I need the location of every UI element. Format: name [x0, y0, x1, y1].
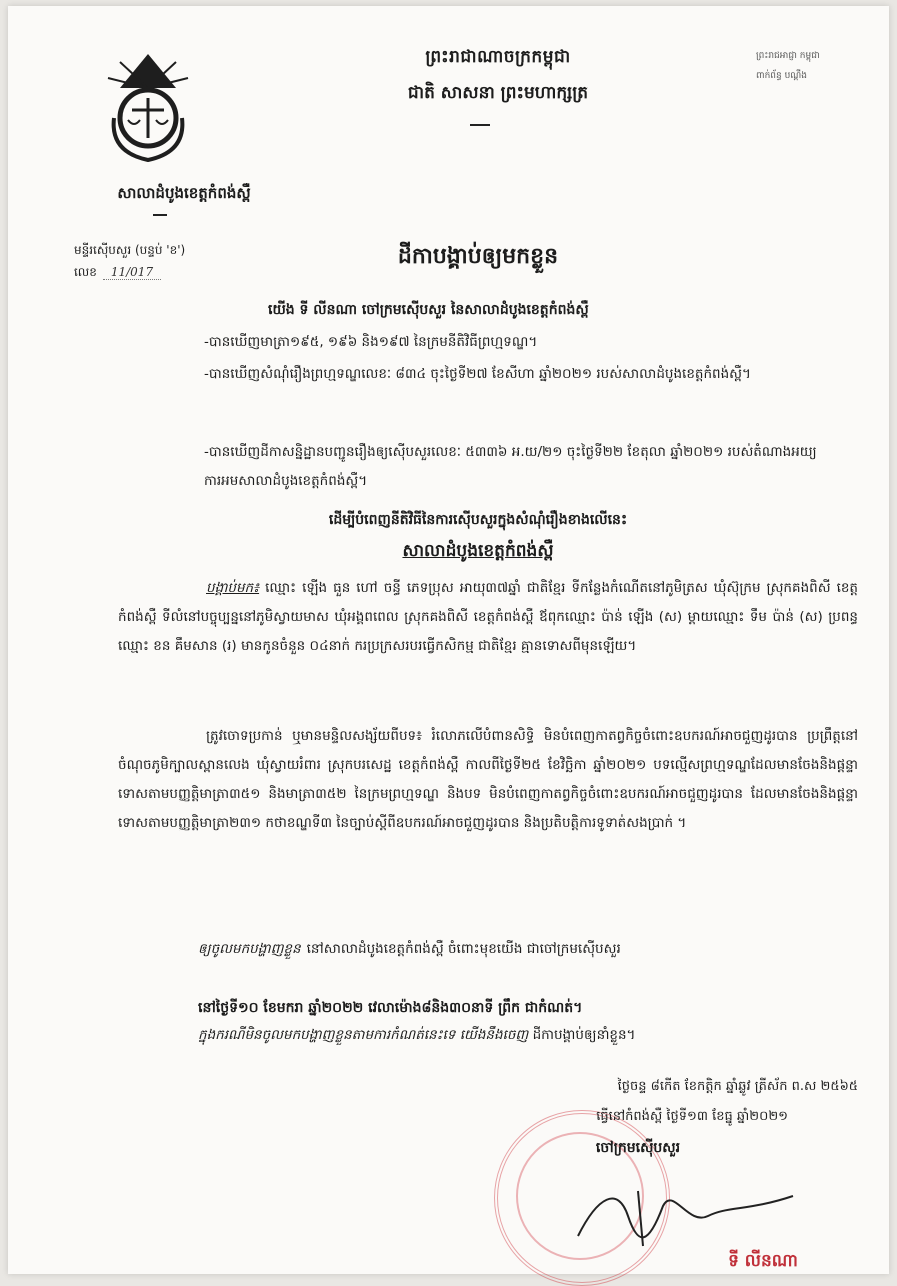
issuer-line: យើង ទី លីនណា ចៅក្រមស៊ើបសួរ នៃសាលាដំបូងខេត្តកំពង់ស្ពឺ [268, 302, 589, 318]
warning-line [198, 1026, 858, 1046]
court-name: សាលាដំបូងខេត្តកំពង់ស្ពឺ [117, 184, 251, 202]
purpose-line: ដើម្បីបំពេញនីតិវិធីនៃការស៊ើបសួរក្នុងសំណុំរឿងខាងលើនេះ [328, 512, 628, 528]
seen-item: -បានឃើញសំណុំរឿងព្រហ្មទណ្ឌលេខៈ ៨៣៤ ចុះថ្ងៃទី២៧ ខែសីហា ឆ្នាំ២០២១ របស់សាលាដំបូងខេត្តកំពង់ស្ពឺ។ [204, 366, 751, 382]
court-subheading: សាលាដំបូងខេត្តកំពង់ស្ពឺ [402, 541, 554, 561]
summon-emphasis: ឲ្យចូលមកបង្ហាញខ្លួន [198, 941, 301, 957]
office-line: មន្ទីរស៊ើបសួរ (បន្ទប់ 'ខ') [74, 243, 186, 257]
issue-date: ធ្វើនៅកំពង់ស្ពឺ ថ្ងៃទី១៣ ខែធ្នូ ឆ្នាំ២០២១ [596, 1109, 788, 1124]
charge-paragraph: ត្រូវចោទប្រកាន់ ឬមានមន្ទិលសង្ស័យពីបទ៖ រំលោភលើបំពានសិទ្ធិ មិនបំពេញកាតព្វកិច្ចចំពោះឧបករណ៍អាចជួញដូរបាន ប្រព្រឹត្តនៅចំណុចភូមិក្បាលស្ពានលេង ឃុំស្វាយរំពារ ស្រុកបរសេដ្ឋ ខេត្តកំពង់ស្ពឺ កាលពីថ្ងៃទី២៥ ខែវិច្ឆិកា ឆ្នាំ២០២១ បទល្មើសព្រហ្មទណ្ឌដែលមានចែងនិងផ្តន្ទាទោសតាមបញ្ញត្តិមាត្រា៣៥១ និងមាត្រា៣៥២ នៃក្រមព្រហ្មទណ្ឌ និងបទ មិនបំពេញកាតព្វកិច្ចចំពោះឧបករណ៍អាចជួញដូរបាន ដែលមានចែងនិងផ្តន្ទាទោសតាមបញ្ញត្តិមាត្រា២៣១ កថាខណ្ឌទី៣ នៃច្បាប់ស្តីពីឧបករណ៍អាចជួញដូរបាន និងប្រតិបត្តិការទូទាត់សងប្រាក់ ។ [118, 728, 858, 831]
seen-item: -បានឃើញមាត្រា១៩៥, ១៩៦ និង១៩៧ នៃក្រមនីតិវិធីព្រហ្មទណ្ឌ។ [204, 334, 538, 350]
document-title: ដីកាបង្គាប់ឲ្យមកខ្លួន [397, 244, 559, 269]
document-page [8, 6, 889, 1274]
court-emblem-icon [100, 48, 196, 166]
top-right-note: ព្រះរាជអាជ្ញា កម្ពុជា ពាក់ព័ន្ធ បណ្តឹង [756, 51, 820, 81]
signer-name: ទី លីនណា [728, 1251, 798, 1271]
order-text: ឈ្មោះ ឡើង ធួន ហៅ ចន្ធី ភេទប្រុស អាយុ៣៧ឆ្នាំ ជាតិខ្មែរ ទីកន្លែងកំណើតនៅភូមិត្រស ឃុំស៊ុក្រម ស្រុកគងពិសី ខេត្តកំពង់ស្ពឺ ទីលំនៅបច្ចុប្បន្ននៅភូមិស្វាយមាស ឃុំអង្គពពេល ស្រុកគងពិសី ខេត្តកំពង់ស្ពឺ ឪពុកឈ្មោះ ប៉ាន់ ឡើង (ស) ម្តាយឈ្មោះ ទឹម ប៉ាន់ (ស) ប្រពន្ធឈ្មោះ ខន គឹមសាន (រ) មានកូនចំនួន ០៤នាក់ ករប្រក្រសរបរធ្វើកសិកម្ម ជាតិខ្មែរ គ្មានទោសពីមុនឡើយ។ [118, 580, 858, 654]
lunar-date: ថ្ងៃចន្ទ ៨កើត ខែកត្តិក ឆ្នាំឆ្លូវ ត្រីស័ក ព.ស ២៥៦៥ [617, 1079, 858, 1094]
warning-text: ដីកាបង្គាប់ឲ្យនាំខ្លួន។ [532, 1027, 636, 1043]
order-paragraph [118, 574, 858, 661]
order-lead: បង្គាប់មក៖ [206, 580, 260, 596]
judge-title: ចៅក្រមស៊ើបសួរ [595, 1140, 681, 1156]
ref-label: លេខ [74, 265, 97, 279]
warning-emphasis: ក្នុងករណីមិនចូលមកបង្ហាញខ្លួនតាមការកំណត់នេះទេ យើងនឹងចេញ [198, 1027, 529, 1043]
seen-item: -បានឃើញដីកាសន្និដ្ឋានបញ្ជូនរឿងឲ្យស៊ើបសួរលេខៈ ៥៣៣៦ អ.យ/២១ ចុះថ្ងៃទី២២ ខែតុលា ឆ្នាំ២០២១ របស់តំណាងអយ្យការអមសាលាដំបូងខេត្តកំពង់ស្ពឺ។ [204, 444, 817, 489]
appointment-time: នៅថ្ងៃទី១០ ខែមករា ឆ្នាំ២០២២ វេលាម៉ោង៨និង៣០នាទី ព្រឹក ជាកំណត់។ [198, 1000, 583, 1016]
national-motto: ជាតិ សាសនា ព្រះមហាក្សត្រ [407, 83, 589, 103]
signature [568, 1176, 798, 1256]
reference-line [74, 264, 294, 282]
summon-line [198, 940, 858, 960]
summon-text: នៅសាលាដំបូងខេត្តកំពង់ស្ពឺ ចំពោះមុខយើង ជាចៅក្រមស៊ើបសួរ [306, 941, 621, 957]
kingdom-heading: ព្រះរាជាណាចក្រកម្ពុជា [425, 47, 571, 67]
ref-number: 11/017 [103, 265, 161, 280]
divider [153, 214, 167, 216]
divider [470, 124, 490, 126]
